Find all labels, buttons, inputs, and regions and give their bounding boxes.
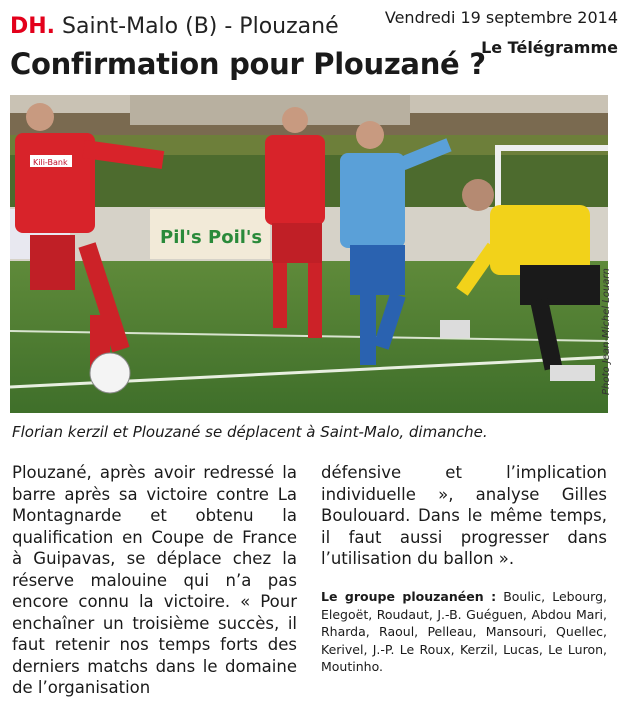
newspaper-name: Le Télégramme [481,38,618,57]
article-column-1: Plouzané, après avoir redressé la barre après sa victoire contre La Montagnarde et obtenu la qualification en Coupe de France à Guipavas, se déplace chez la réserve malouine qui n’a pas encore connu la victoire. « Pour enchaîner un troisième succès, il faut retenir nos temps forts des derniers matchs dans le domaine de l’organisation [12,463,297,697]
photo-caption: Florian kerzil et Plouzané se déplacent à Saint-Malo, dimanche. [12,423,488,441]
squad-label: Le groupe plouzanéen : [321,589,497,604]
photo-credit: Photo Jean-Michel Louarn [601,268,612,395]
section-label: DH. [10,14,56,39]
headline: Confirmation pour Plouzané ? [10,47,486,81]
jersey-sponsor: Kili-Bank [33,158,68,167]
article-column-2: défensive et l’implication individuelle », analyse Gilles Boulouard. Dans le même temps, il faut aussi progresser dans l’utilisation du ballon ». [321,463,607,568]
ad-board-text: Pil's Poil's [160,227,263,248]
header-kicker [10,14,339,40]
publication-date: Vendredi 19 septembre 2014 [384,8,618,27]
match-photo [10,95,608,413]
squad-players: Boulic, Lebourg, Elegoët, Roudaut, J.-B. Guéguen, Abdou Mari, Rharda, Raoul, Pelleau, Mansouri, Quellec, Kerivel, J.-P. Le Roux, Kerzil, Lucas, Le Luron, Moutinho. [321,589,607,674]
match-title: Saint-Malo (B) - Plouzané [62,14,339,39]
squad-list [321,588,607,676]
